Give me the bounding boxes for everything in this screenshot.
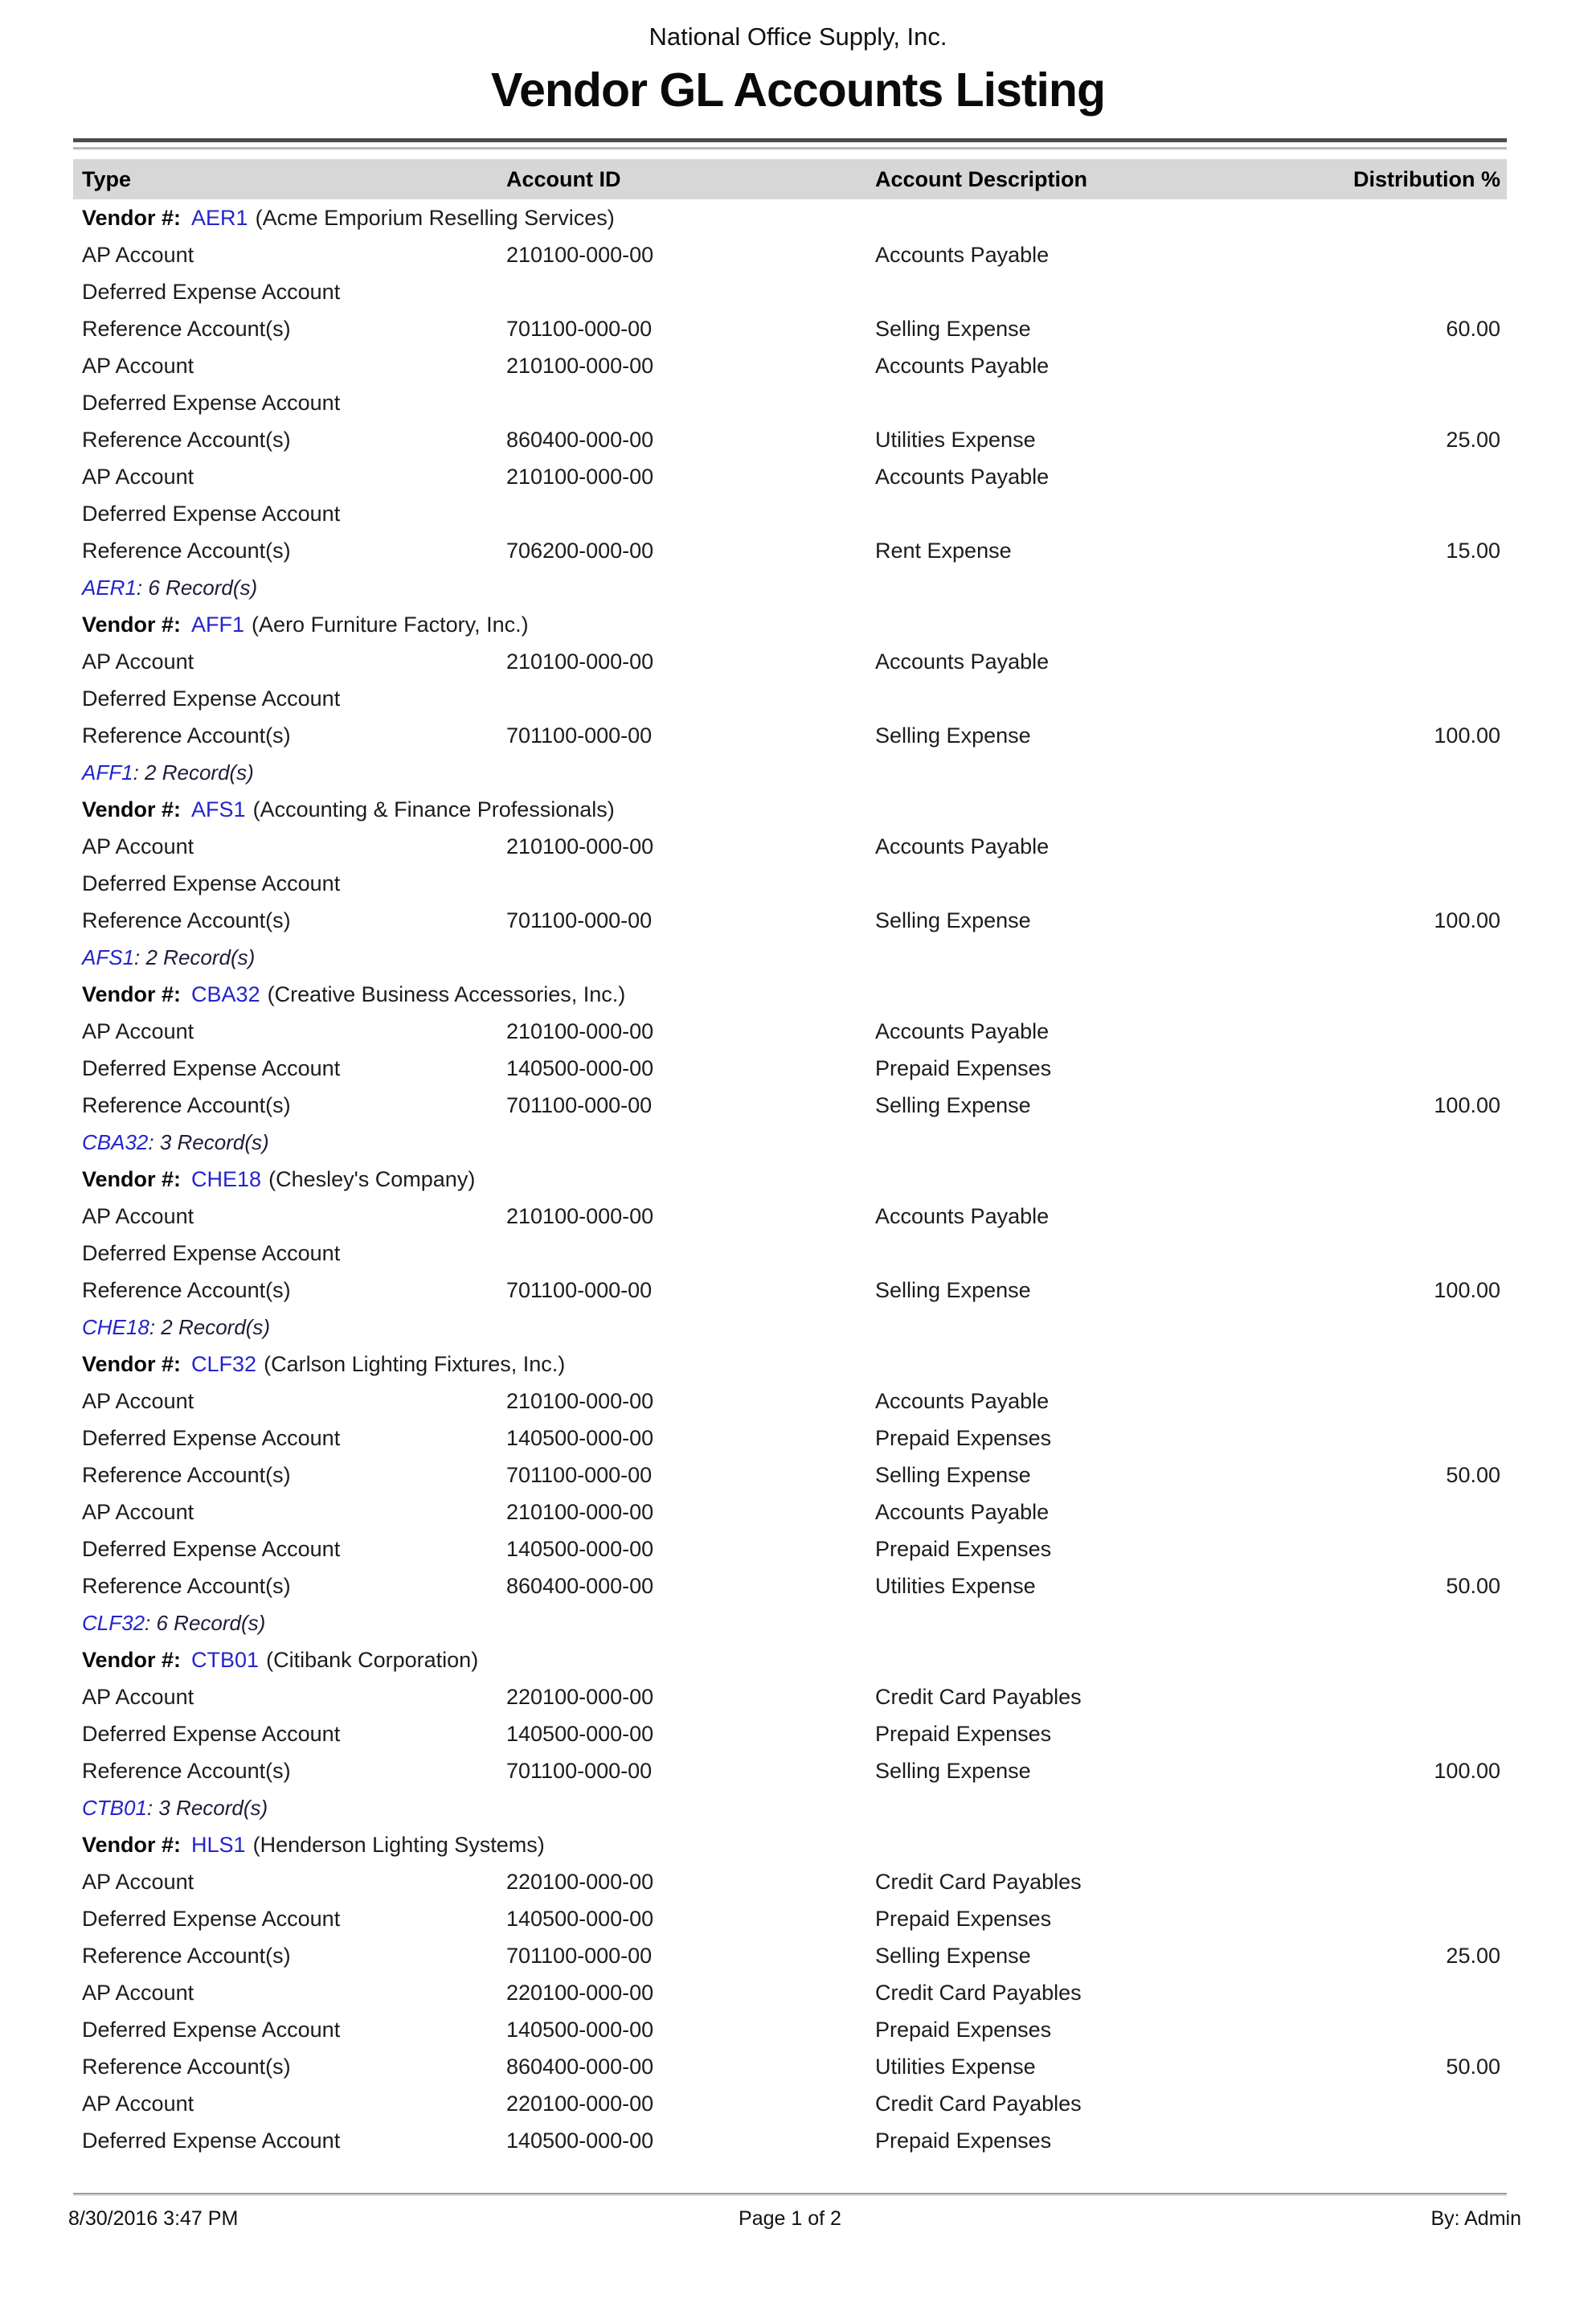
cell-distribution: 100.00 <box>1434 908 1500 932</box>
cell-description: Selling Expense <box>875 1943 1031 1968</box>
account-row <box>73 1050 1507 1087</box>
cell-distribution: 100.00 <box>1434 1092 1500 1117</box>
vendor-header <box>73 1826 1507 1863</box>
cell-description: Accounts Payable <box>875 353 1050 378</box>
cell-distribution: 60.00 <box>1446 316 1500 341</box>
vendor-name: (Acme Emporium Reselling Services) <box>255 205 615 230</box>
account-row <box>73 1198 1507 1235</box>
cell-description: Credit Card Payables <box>875 1980 1082 2005</box>
account-row <box>73 680 1507 717</box>
cell-type: AP Account <box>82 1684 194 1709</box>
cell-distribution: 100.00 <box>1434 1277 1500 1302</box>
vendor-header <box>73 1641 1507 1678</box>
cell-account-id: 140500-000-00 <box>506 1906 654 1931</box>
cell-type: AP Account <box>82 834 194 858</box>
cell-type: Deferred Expense Account <box>82 1240 341 1265</box>
cell-distribution: 50.00 <box>1446 2054 1500 2079</box>
account-row <box>73 273 1507 310</box>
vendor-code-link[interactable]: AFS1 <box>82 944 135 969</box>
report-content <box>68 138 1521 2231</box>
cell-type: Deferred Expense Account <box>82 871 341 895</box>
cell-description: Credit Card Payables <box>875 1869 1082 1894</box>
account-row <box>73 495 1507 532</box>
account-row <box>73 865 1507 902</box>
cell-account-id: 701100-000-00 <box>506 723 653 748</box>
table-header <box>73 159 1507 199</box>
cell-type: Deferred Expense Account <box>82 1425 341 1450</box>
page-title: Vendor GL Accounts Listing <box>490 64 1106 117</box>
cell-account-id: 140500-000-00 <box>506 1721 654 1746</box>
cell-account-id: 701100-000-00 <box>506 1462 653 1487</box>
cell-type: Deferred Expense Account <box>82 686 341 711</box>
vendor-name: (Creative Business Accessories, Inc.) <box>267 981 626 1006</box>
cell-type: Reference Account(s) <box>82 1758 291 1783</box>
vendor-name: (Accounting & Finance Professionals) <box>252 797 615 822</box>
cell-account-id: 140500-000-00 <box>506 1055 654 1080</box>
account-row <box>73 532 1507 569</box>
account-row <box>73 643 1507 680</box>
cell-distribution: 100.00 <box>1434 723 1500 748</box>
cell-account-id: 210100-000-00 <box>506 464 654 489</box>
vendor-record-count <box>73 569 1507 606</box>
cell-account-id: 860400-000-00 <box>506 1573 654 1598</box>
cell-type: Reference Account(s) <box>82 1092 291 1117</box>
footer-printed-by: By: Admin <box>1430 2207 1521 2230</box>
account-row <box>73 384 1507 421</box>
cell-type: Reference Account(s) <box>82 908 291 932</box>
vendor-header <box>73 791 1507 828</box>
account-row <box>73 1493 1507 1530</box>
vendor-code-link[interactable]: AER1 <box>191 205 248 230</box>
vendor-name: (Carlson Lighting Fixtures, Inc.) <box>264 1351 566 1376</box>
cell-account-id: 210100-000-00 <box>506 353 654 378</box>
vendor-record-count <box>73 1604 1507 1641</box>
cell-type: Deferred Expense Account <box>82 2017 341 2042</box>
vendor-code-link[interactable]: CBA32 <box>82 1129 149 1154</box>
cell-type: Deferred Expense Account <box>82 1055 341 1080</box>
cell-type: Deferred Expense Account <box>82 1536 341 1561</box>
cell-description: Accounts Payable <box>875 1203 1050 1228</box>
account-row <box>73 2048 1507 2085</box>
vendor-group <box>73 791 1507 976</box>
account-row <box>73 1530 1507 1567</box>
cell-account-id: 220100-000-00 <box>506 1684 654 1709</box>
cell-account-id: 210100-000-00 <box>506 649 654 674</box>
vendor-code-link[interactable]: CBA32 <box>191 981 260 1006</box>
record-count-text: : 3 Record(s) <box>146 1795 268 1820</box>
account-row <box>73 1087 1507 1124</box>
cell-type: AP Account <box>82 1980 194 2005</box>
cell-account-id: 210100-000-00 <box>506 1499 654 1524</box>
cell-type: AP Account <box>82 1499 194 1524</box>
cell-type: Reference Account(s) <box>82 1943 291 1968</box>
cell-account-id: 220100-000-00 <box>506 2091 654 2116</box>
vendor-code-link[interactable]: CLF32 <box>82 1610 145 1635</box>
cell-distribution: 25.00 <box>1446 1943 1500 1968</box>
cell-description: Prepaid Expenses <box>875 1906 1052 1931</box>
vendor-group <box>73 1161 1507 1346</box>
cell-description: Selling Expense <box>875 1462 1031 1487</box>
vendor-name: (Henderson Lighting Systems) <box>252 1832 545 1857</box>
cell-type: Reference Account(s) <box>82 1277 291 1302</box>
cell-account-id: 210100-000-00 <box>506 1018 654 1043</box>
cell-account-id: 701100-000-00 <box>506 316 653 341</box>
vendor-record-count <box>73 1789 1507 1826</box>
cell-account-id: 210100-000-00 <box>506 1203 654 1228</box>
cell-type: AP Account <box>82 1018 194 1043</box>
cell-distribution: 50.00 <box>1446 1573 1500 1598</box>
cell-account-id: 701100-000-00 <box>506 1758 653 1783</box>
report-footer <box>68 2207 1521 2231</box>
vendor-group <box>73 1641 1507 1826</box>
cell-description: Prepaid Expenses <box>875 1536 1052 1561</box>
title-divider-dark <box>73 138 1507 142</box>
vendor-name: (Chesley's Company) <box>268 1166 476 1191</box>
cell-type: AP Account <box>82 2091 194 2116</box>
cell-type: AP Account <box>82 1869 194 1894</box>
cell-description: Accounts Payable <box>875 464 1050 489</box>
cell-account-id: 220100-000-00 <box>506 1980 654 2005</box>
cell-description: Utilities Expense <box>875 427 1036 452</box>
vendor-group <box>73 606 1507 791</box>
vendor-code-link[interactable]: AFS1 <box>191 797 246 822</box>
footer-divider <box>73 2193 1507 2196</box>
title-divider-light <box>73 147 1507 150</box>
account-row <box>73 1863 1507 1900</box>
column-header-type: Type <box>82 166 132 191</box>
account-row <box>73 458 1507 495</box>
cell-type: AP Account <box>82 464 194 489</box>
record-count-text: : 2 Record(s) <box>149 1314 271 1339</box>
account-row <box>73 1752 1507 1789</box>
vendor-header <box>73 1346 1507 1383</box>
vendor-code-link[interactable]: AFF1 <box>191 612 245 637</box>
cell-account-id: 140500-000-00 <box>506 1425 654 1450</box>
cell-description: Credit Card Payables <box>875 2091 1082 2116</box>
column-header-distribution: Distribution % <box>1353 166 1500 191</box>
cell-description: Selling Expense <box>875 316 1031 341</box>
vendor-code-link[interactable]: CHE18 <box>82 1314 149 1339</box>
cell-type: AP Account <box>82 649 194 674</box>
cell-account-id: 210100-000-00 <box>506 242 654 267</box>
cell-description: Selling Expense <box>875 1092 1031 1117</box>
cell-description: Selling Expense <box>875 908 1031 932</box>
vendor-number-label: Vendor #: <box>82 205 182 230</box>
cell-distribution: 50.00 <box>1446 1462 1500 1487</box>
account-row <box>73 717 1507 754</box>
vendor-group <box>73 1346 1507 1641</box>
vendor-code-link[interactable]: CTB01 <box>191 1647 260 1672</box>
vendor-group <box>73 199 1507 606</box>
cell-type: Deferred Expense Account <box>82 501 341 526</box>
footer-timestamp: 8/30/2016 3:47 PM <box>68 2207 239 2230</box>
cell-type: AP Account <box>82 1203 194 1228</box>
cell-account-id: 701100-000-00 <box>506 1943 653 1968</box>
vendor-record-count <box>73 1309 1507 1346</box>
record-count-text: : 3 Record(s) <box>148 1129 269 1154</box>
cell-account-id: 860400-000-00 <box>506 2054 654 2079</box>
account-row <box>73 421 1507 458</box>
cell-account-id: 701100-000-00 <box>506 908 653 932</box>
cell-account-id: 220100-000-00 <box>506 1869 654 1894</box>
cell-account-id: 706200-000-00 <box>506 538 654 563</box>
cell-type: Reference Account(s) <box>82 427 291 452</box>
company-name: National Office Supply, Inc. <box>649 23 947 51</box>
cell-type: Deferred Expense Account <box>82 2128 341 2153</box>
record-count-text: : 2 Record(s) <box>133 760 254 785</box>
vendor-group <box>73 976 1507 1161</box>
account-row <box>73 2011 1507 2048</box>
account-row <box>73 1457 1507 1493</box>
cell-description: Rent Expense <box>875 538 1012 563</box>
record-count-text: : 6 Record(s) <box>145 1610 266 1635</box>
cell-type: Reference Account(s) <box>82 1462 291 1487</box>
account-row <box>73 347 1507 384</box>
cell-description: Prepaid Expenses <box>875 1425 1052 1450</box>
account-row <box>73 1272 1507 1309</box>
account-row <box>73 1715 1507 1752</box>
vendor-record-count <box>73 1124 1507 1161</box>
account-row <box>73 2122 1507 2159</box>
cell-account-id: 210100-000-00 <box>506 1388 654 1413</box>
vendor-record-count <box>73 939 1507 976</box>
account-row <box>73 310 1507 347</box>
cell-description: Selling Expense <box>875 1758 1031 1783</box>
cell-account-id: 140500-000-00 <box>506 1536 654 1561</box>
cell-description: Utilities Expense <box>875 2054 1036 2079</box>
cell-account-id: 210100-000-00 <box>506 834 654 858</box>
cell-type: AP Account <box>82 1388 194 1413</box>
vendor-number-label: Vendor #: <box>82 1166 182 1191</box>
vendor-code-link[interactable]: HLS1 <box>191 1832 246 1857</box>
column-header-account-id: Account ID <box>506 166 621 191</box>
record-count-text: : 6 Record(s) <box>136 575 258 600</box>
cell-type: AP Account <box>82 353 194 378</box>
column-header-description: Account Description <box>875 166 1088 191</box>
cell-description: Selling Expense <box>875 1277 1031 1302</box>
cell-description: Prepaid Expenses <box>875 1721 1052 1746</box>
account-row <box>73 1383 1507 1420</box>
vendor-header <box>73 976 1507 1013</box>
account-row <box>73 828 1507 865</box>
cell-type: Deferred Expense Account <box>82 1906 341 1931</box>
footer-page-number: Page 1 of 2 <box>739 2207 841 2230</box>
vendor-name: (Citibank Corporation) <box>266 1647 479 1672</box>
cell-account-id: 860400-000-00 <box>506 427 654 452</box>
vendor-code-link[interactable]: AER1 <box>82 575 137 600</box>
vendor-name: (Aero Furniture Factory, Inc.) <box>252 612 529 637</box>
vendor-group <box>73 1826 1507 2159</box>
vendor-groups <box>73 199 1507 2159</box>
cell-type: Reference Account(s) <box>82 316 291 341</box>
cell-distribution: 15.00 <box>1446 538 1500 563</box>
cell-description: Prepaid Expenses <box>875 1055 1052 1080</box>
account-row <box>73 236 1507 273</box>
account-row <box>73 1420 1507 1457</box>
cell-type: AP Account <box>82 242 194 267</box>
cell-description: Accounts Payable <box>875 242 1050 267</box>
account-row <box>73 1567 1507 1604</box>
vendor-number-label: Vendor #: <box>82 612 182 637</box>
vendor-header <box>73 1161 1507 1198</box>
cell-account-id: 140500-000-00 <box>506 2128 654 2153</box>
cell-description: Accounts Payable <box>875 834 1050 858</box>
account-row <box>73 1900 1507 1937</box>
account-row <box>73 1678 1507 1715</box>
cell-type: Reference Account(s) <box>82 1573 291 1598</box>
cell-description: Prepaid Expenses <box>875 2017 1052 2042</box>
cell-distribution: 25.00 <box>1446 427 1500 452</box>
vendor-number-label: Vendor #: <box>82 981 182 1006</box>
vendor-number-label: Vendor #: <box>82 1832 182 1857</box>
account-row <box>73 1235 1507 1272</box>
vendor-number-label: Vendor #: <box>82 1647 182 1672</box>
cell-account-id: 140500-000-00 <box>506 2017 654 2042</box>
vendor-code-link[interactable]: CHE18 <box>191 1166 262 1191</box>
vendor-code-link[interactable]: CLF32 <box>191 1351 257 1376</box>
vendor-header <box>73 199 1507 236</box>
cell-description: Accounts Payable <box>875 1388 1050 1413</box>
cell-description: Prepaid Expenses <box>875 2128 1052 2153</box>
account-row <box>73 902 1507 939</box>
cell-distribution: 100.00 <box>1434 1758 1500 1783</box>
cell-account-id: 701100-000-00 <box>506 1277 653 1302</box>
record-count-text: : 2 Record(s) <box>134 944 256 969</box>
vendor-code-link[interactable]: AFF1 <box>82 760 133 785</box>
cell-type: Deferred Expense Account <box>82 1721 341 1746</box>
vendor-number-label: Vendor #: <box>82 1351 182 1376</box>
account-row <box>73 1013 1507 1050</box>
account-row <box>73 1937 1507 1974</box>
cell-description: Accounts Payable <box>875 649 1050 674</box>
cell-description: Accounts Payable <box>875 1499 1050 1524</box>
vendor-code-link[interactable]: CTB01 <box>82 1795 147 1820</box>
cell-description: Credit Card Payables <box>875 1684 1082 1709</box>
cell-type: Deferred Expense Account <box>82 390 341 415</box>
vendor-header <box>73 606 1507 643</box>
cell-type: Reference Account(s) <box>82 2054 291 2079</box>
account-row <box>73 1974 1507 2011</box>
cell-description: Selling Expense <box>875 723 1031 748</box>
vendor-number-label: Vendor #: <box>82 797 182 822</box>
cell-type: Reference Account(s) <box>82 723 291 748</box>
cell-account-id: 701100-000-00 <box>506 1092 653 1117</box>
cell-description: Utilities Expense <box>875 1573 1036 1598</box>
vendor-record-count <box>73 754 1507 791</box>
cell-description: Accounts Payable <box>875 1018 1050 1043</box>
account-row <box>73 2085 1507 2122</box>
cell-type: Reference Account(s) <box>82 538 291 563</box>
cell-type: Deferred Expense Account <box>82 279 341 304</box>
